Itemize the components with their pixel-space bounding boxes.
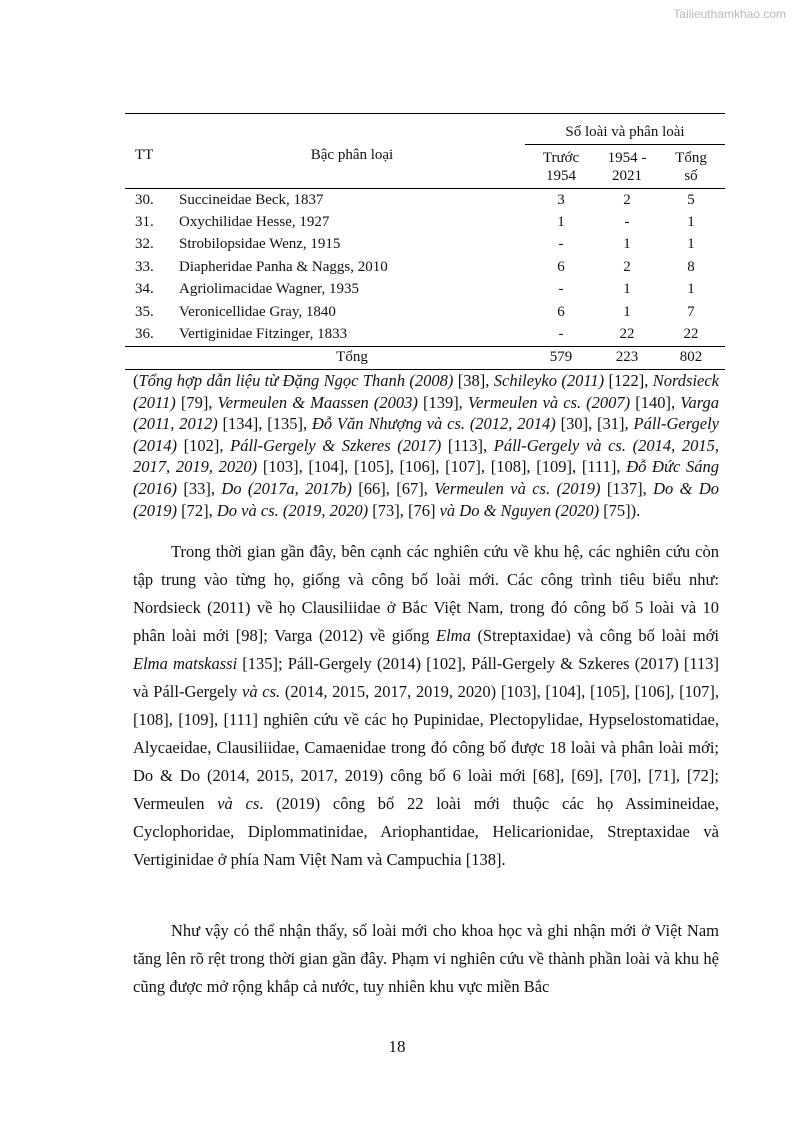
row-name: Diapheridae Panha & Naggs, 2010 (179, 258, 388, 275)
row-tt: 36. (135, 326, 154, 343)
row-after: 22 (619, 326, 635, 343)
watermark: Tailieuthamkhao.com (673, 7, 786, 21)
body-paragraph-2: Như vậy có thể nhận thấy, số loài mới cho khoa học và ghi nhận mới ở Việt Nam tăng lên rõ rệt trong thời gian gần đây. Phạm vi nghiên cứu về thành phần loài và khu hệ cũng được mở rộng khắp cả nước, tuy nhiên khu vực miền Bắc (133, 921, 719, 996)
table-row (125, 279, 725, 301)
cite-ref: [102], (177, 435, 231, 455)
header-tt: TT (135, 146, 154, 163)
table-row (125, 301, 725, 323)
p1-text: Trong thời gian gần đây, bên cạnh các nghiên cứu về khu hệ, các nghiên cứu còn tập trung vào từng họ, giống và công bố loài mới. Các công trình tiêu biểu như: Nordsieck (2011) về họ Clausiliidae ở Bắc Việt Nam, trong đó công bố 5 loài và 10 phân loài mới [98]; Varga (2012) về giống (133, 542, 719, 645)
row-tt: 31. (135, 214, 154, 231)
cite-ref: [113], (441, 435, 494, 455)
row-tt: 32. (135, 236, 154, 253)
cite-ref: [79], (175, 392, 218, 412)
cite-source: và Do & Nguyen (2020) (439, 500, 600, 520)
cite-source: Nordsieck (2011) (133, 371, 720, 412)
header-before (525, 145, 597, 189)
row-tt: 34. (135, 281, 154, 298)
p1-text: (2014, 2015, 2017, 2019, 2020) [103], [104], [105], [106], [107], [108], [109], [111] nghiên cứu về các họ Pupinidae, Plectopylidae, Hypselostomatidae, Alycaeidae, Clausiliidae, Camaenidae trong đó công bố được 18 loài và phân loài mới; Do & Do (2014, 2015, 2017, 2019) công bố 6 loài mới [68], [69], [70], [71], [72]; Vermeulen (133, 682, 719, 813)
cite-ref: [75]). (599, 500, 641, 520)
table-row (125, 189, 725, 212)
cite-ref: [73], [76] (368, 500, 440, 520)
cite-ref: [66], [67], (351, 478, 435, 498)
cite-ref: [122], (604, 371, 653, 390)
row-before: 3 (557, 191, 565, 208)
row-tt: 30. (135, 191, 154, 208)
row-after: 2 (623, 258, 631, 275)
total-label: Tổng (179, 346, 525, 369)
header-group: Số loài và phân loài (525, 114, 725, 145)
cite-ref: [140], (630, 392, 681, 412)
total-before: 579 (525, 346, 597, 369)
cite-source: Do và cs. (2019, 2020) (216, 500, 369, 520)
row-total: 1 (687, 281, 695, 298)
citation-paragraph (133, 370, 719, 521)
cite-source: Páll-Gergely & Szkeres (2017) (230, 435, 442, 455)
row-total: 7 (687, 303, 695, 320)
row-name: Succineidae Beck, 1837 (179, 191, 324, 208)
row-before: 6 (557, 303, 565, 320)
header-before-line1: Trước (542, 150, 580, 166)
cite-ref: [139], (417, 392, 468, 412)
p1-text: (Streptaxidae) và công bố loài mới (470, 626, 720, 645)
row-after: 2 (623, 191, 631, 208)
row-total: 8 (687, 258, 695, 275)
cite-source: Tổng hợp dẫn liệu từ Đặng Ngọc Thanh (2008) (138, 371, 454, 390)
row-total: 22 (683, 326, 699, 343)
table-row (125, 323, 725, 346)
row-name: Oxychilidae Hesse, 1927 (179, 214, 330, 231)
header-total-line1: Tổng (675, 150, 707, 166)
row-total: 1 (687, 236, 695, 253)
header-after-line1: 1954 - (607, 150, 647, 166)
cite-source: Vermeulen và cs. (2019) (434, 478, 601, 498)
p1-italic: Elma matskassi (133, 654, 238, 673)
row-total: 1 (687, 214, 695, 231)
p1-italic: Elma (435, 626, 471, 645)
cite-ref: [30], [31], (555, 414, 634, 434)
header-before-line2: 1954 (546, 168, 576, 184)
cite-source: Vermeulen và cs. (2007) (467, 392, 631, 412)
cite-ref: [137], (600, 478, 654, 498)
cite-source: Do & Do (2019) (133, 478, 720, 520)
row-before: - (558, 236, 564, 253)
cite-source: Vermeulen & Maassen (2003) (217, 392, 418, 412)
header-rank: Bậc phân loại (310, 146, 394, 163)
p1-text: . (2019) công bố 22 loài mới thuộc các họ Assimineidae, Cyclophoridae, Diplommatinidae, Ariophantidae, Helicarionidae, Streptaxidae và Vertiginidae ở phía Nam Việt Nam và Campuchia [138]. (133, 794, 719, 869)
cite-source: Đỗ Đức Sáng (2016) (133, 457, 719, 498)
table-row (125, 256, 725, 278)
body-paragraph-1 (133, 538, 719, 874)
table-row (125, 234, 725, 256)
cite-ref: [33], (177, 478, 222, 498)
row-name: Vertiginidae Fitzinger, 1833 (179, 326, 348, 343)
row-total: 5 (687, 191, 695, 208)
cite-source: Schileyko (2011) (493, 371, 605, 390)
row-after: - (624, 214, 630, 231)
row-tt: 35. (135, 303, 154, 320)
header-total (657, 145, 725, 189)
header-total-line2: số (684, 168, 698, 184)
row-name: Agriolimacidae Wagner, 1935 (179, 281, 359, 298)
row-before: - (558, 326, 564, 343)
cite-source: Varga (2011, 2012) (133, 392, 719, 434)
table-row (125, 211, 725, 233)
cite-open: ( (133, 371, 139, 390)
p1-text: [135]; Páll-Gergely (2014) [102], Páll-Gergely & Szkeres (2017) [113] và Páll-Gergely (133, 654, 719, 701)
total-blank (125, 346, 179, 369)
cite-ref: [72], (177, 500, 217, 520)
cite-ref: [103], [104], [105], [106], [107], [108], [109], [111], (257, 457, 627, 477)
cite-source: Do (2017a, 2017b) (221, 478, 352, 498)
cite-ref: [38], (453, 371, 494, 390)
page-number: 18 (388, 1037, 406, 1056)
p1-italic: và cs (217, 794, 260, 813)
row-after: 1 (623, 236, 631, 253)
header-after-line2: 2021 (612, 168, 642, 184)
row-name: Veronicellidae Gray, 1840 (179, 303, 336, 320)
total-total: 802 (657, 346, 725, 369)
p1-italic: và cs. (242, 682, 281, 701)
cite-source: Páll-Gergely (2014) (133, 414, 720, 455)
cite-source: Đỗ Văn Nhượng và cs. (2012, 2014) (311, 414, 556, 434)
row-before: 6 (557, 258, 565, 275)
row-after: 1 (623, 281, 631, 298)
header-after (597, 145, 657, 189)
species-table (125, 113, 725, 370)
row-before: 1 (557, 214, 565, 231)
row-name: Strobilopsidae Wenz, 1915 (179, 236, 341, 253)
row-after: 1 (623, 303, 631, 320)
total-after: 223 (597, 346, 657, 369)
row-before: - (558, 281, 564, 298)
cite-source: Páll-Gergely và cs. (2014, 2015, 2017, 2019, 2020) (133, 435, 719, 477)
row-tt: 33. (135, 258, 154, 275)
cite-ref: [134], [135], (217, 414, 312, 434)
